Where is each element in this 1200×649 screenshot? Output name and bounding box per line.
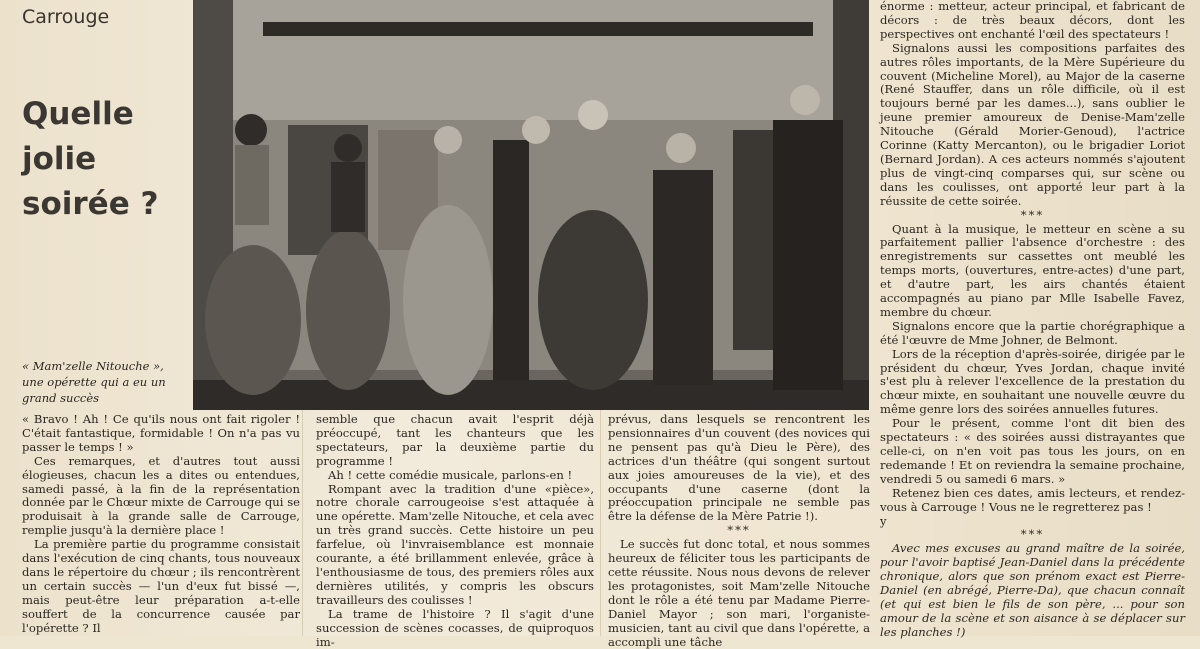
article-paragraph: semble que chacun avait l'esprit déjà préoccupé, tant les chanteurs que les spectateurs, par la deuxième partie du programme !	[316, 412, 594, 468]
article-paragraph: ***	[1020, 527, 1045, 542]
headline-line-3: soirée ?	[22, 186, 159, 222]
article-paragraph: La trame de l'histoire ? Il s'agit d'une succession de scènes cocasses, de quiproquos im-	[316, 606, 594, 649]
article-paragraph: prévus, dans lesquels se rencontrent les pensionnaires d'un couvent (des novices qui ne pensent pas qu'à Dieu le Père), des actrices d'un théâtre (qui songent surtout aux joies amoureuses de la vie), et des occupants d'une caserne (dont la préoccupation principale ne semble pas être la défense de la Mère Patrie !).	[608, 412, 870, 524]
article-paragraph: Ces remarques, et d'autres tout aussi élogieuses, chacun les a dites ou entendues, samedi passé, à la fin de la représentation donnée par le Chœur mixte de Carrouge qui se produisait à la grande salle de Carrouge, remplie jusqu'à la dernière place !	[22, 453, 300, 538]
article-column-4	[880, 0, 1185, 640]
headline-line-2: jolie	[22, 141, 97, 177]
article-paragraph: Signalons encore que la partie chorégraphique a été l'œuvre de Mme Johner, de Belmont.	[880, 318, 1185, 347]
headline-line-1: Quelle	[22, 96, 134, 132]
article-paragraph: Quant à la musique, le metteur en scène a su parfaitement pallier l'absence d'orchestre : des enregistrements sur cassettes ont meublé les temps morts, (ouvertures, entre-actes) d'une part, et d'autre part, les airs chantés étaient accompagnés au piano par Mlle Isabelle Favez, membre du chœur.	[880, 221, 1185, 319]
article-paragraph: ***	[1020, 207, 1045, 222]
article-paragraph: Rompant avec la tradition d'une «pièce», notre chorale carrougeoise s'est attaquée à une opérette. Mam'zelle Nitouche, et cela avec un très grand succès. Cette histoire un peu farfelue, où l'invraisemblance est monnaie courante, a été brillamment enlevée, grâce à l'enthousiasme de tous, des premiers rôles aux dernières utilités, y compris les obscurs travailleurs des coulisses !	[316, 481, 594, 607]
article-paragraph: Retenez bien ces dates, amis lecteurs, et rendez-vous à Carrouge ! Vous ne le regretterez pas !	[880, 485, 1185, 514]
article-paragraph: Signalons aussi les compositions parfaites des autres rôles importants, de la Mère Supérieure du couvent (Micheline Morel), au Major de la caserne (René Stauffer, dans un rôle difficile, où il est toujours berné par les dames...), sans oublier le jeune premier amoureux de Denise-Mam'zelle Nitouche (Gérald Morier-Genoud), l'actrice Corinne (Katty Mercanton), ou le brigadier Loriot (Bernard Jordan). A ces acteurs nommés s'ajoutent plus de vingt-cinq comparses qui, sur scène ou dans les coulisses, ont apporté leur part à la réussite de cette soirée.	[880, 40, 1185, 208]
article-paragraph: Le succès fut donc total, et nous sommes heureux de féliciter tous les participants de cette réussite. Nous nous devons de relever les protagonistes, soit Mam'zelle Nitouche dont le rôle a été tenu par Madame Pierre-Daniel Mayor ; son mari, l'organiste-musicien, tant au civil que dans l'opérette, a accompli une tâche	[608, 537, 870, 649]
article-paragraph: énorme : metteur, acteur principal, et fabricant de décors : de très beaux décors, dont les perspectives ont enchanté l'œil des spectateurs !	[880, 0, 1185, 41]
photo-caption: « Mam'zelle Nitouche », une opérette qui a eu un grand succès	[22, 359, 166, 405]
article-paragraph: « Bravo ! Ah ! Ce qu'ils nous ont fait rigoler ! C'était fantastique, formidable ! On n'a pas vu passer le temps ! »	[22, 412, 300, 454]
column-divider	[600, 410, 601, 636]
stage-photo-graphic	[193, 0, 869, 410]
article-paragraph: Pour le présent, comme l'ont dit bien des spectateurs : « des soirées aussi distrayantes que celle-ci, on n'en voit pas tous les jours, on en redemande ! Et on reviendra la semaine prochaine, vendredi 5 ou samedi 6 mars. »	[880, 416, 1185, 486]
article-paragraph: Ah ! cette comédie musicale, parlons-en !	[328, 467, 573, 482]
article-paragraph: ***	[727, 523, 751, 538]
article-paragraph: y	[880, 513, 887, 528]
article-column-3	[608, 413, 870, 649]
headline	[22, 92, 192, 227]
article-paragraph: Lors de la réception d'après-soirée, dirigée par le président du chœur, Yves Jordan, chaque invité s'est plu à relever l'excellence de la prestation du chœur mixte, en souhaitant une nouvelle œuvre du même genre lors des soirées annuelles futures.	[880, 346, 1185, 417]
column-divider	[302, 410, 303, 636]
article-column-2	[316, 413, 594, 649]
article-column-1	[22, 413, 300, 636]
article-paragraph: Avec mes excuses au grand maître de la soirée, pour l'avoir baptisé Jean-Daniel dans la précédente chronique, alors que son prénom exact est Pierre-Daniel (en abrégé, Pierre-Da), que chacun connaît (et qui est bien le fils de son père, ... pour son amour de la scène et son aisance à se déplacer sur les planches !)	[880, 541, 1185, 639]
section-label: Carrouge	[22, 6, 110, 28]
stage-photo	[193, 0, 869, 410]
article-paragraph: La première partie du programme consistait dans l'exécution de cinq chants, tous nouveaux dans le répertoire du chœur ; ils rencontrèrent un certain succès — l'un d'eux fut bissé —, mais peut-être leur préparation a-t-elle souffert de la concurrence causée par l'opérette ? Il	[22, 537, 300, 635]
